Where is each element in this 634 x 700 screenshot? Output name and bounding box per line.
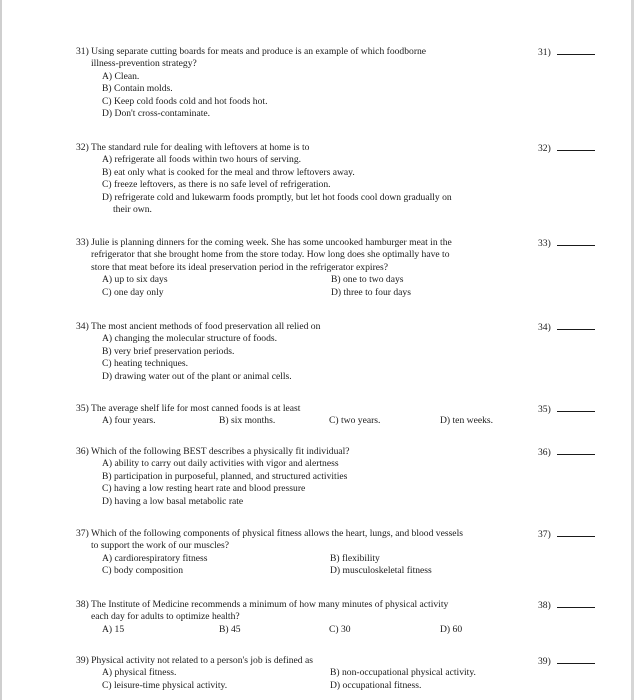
option-row (76, 287, 536, 299)
option-c: C) two years. (329, 415, 381, 427)
option-b: B) very brief preservation periods. (102, 345, 235, 357)
option-d: D) 60 (440, 623, 463, 635)
option-d: D) occupational fitness. (330, 679, 422, 691)
option-b: B) one to two days (331, 274, 404, 286)
answer-34 (538, 321, 598, 334)
option-c: C) leisure-time physical activity. (102, 679, 228, 691)
option-a: A) 15 (102, 623, 125, 635)
question-stem: 37) Which of the following components of physical fitness allows the heart, lungs, and blood vessels (76, 528, 463, 539)
option-a: A) physical fitness. (102, 667, 177, 679)
option-b: B) six months. (219, 415, 276, 427)
answer-blank[interactable] (557, 46, 595, 55)
question-38 (76, 599, 536, 636)
option-row (76, 565, 536, 577)
option-b: B) Contain molds. (102, 83, 173, 95)
question-35 (76, 403, 536, 428)
option-d: D) ten weeks. (440, 415, 494, 427)
question-stem: 32) The standard rule for dealing with leftovers at home is to (76, 142, 310, 153)
answer-38 (538, 599, 598, 612)
answer-33 (538, 237, 598, 250)
question-36 (76, 446, 536, 508)
option-c: C) one day only (102, 286, 164, 298)
question-stem: 38) The Institute of Medicine recommends a minimum of how many minutes of physical activity (76, 599, 449, 610)
answer-number: 38) (538, 600, 551, 611)
question-stem: 35) The average shelf life for most canned foods is at least (76, 403, 301, 414)
answer-32 (538, 142, 598, 155)
option-c: C) Keep cold foods cold and hot foods hot. (102, 95, 268, 107)
option-b: B) participation in purposeful, planned, and structured activities (102, 470, 348, 482)
answer-36 (538, 446, 598, 459)
question-stem-cont: illness-prevention strategy? (91, 58, 197, 70)
answer-number: 34) (538, 322, 551, 333)
page-edge-left (0, 0, 2, 700)
option-d-line2: their own. (113, 204, 152, 216)
answer-number: 33) (538, 238, 551, 249)
answer-number: 31) (538, 47, 551, 58)
option-d: D) having a low basal metabolic rate (102, 495, 244, 507)
question-stem: 33) Julie is planning dinners for the coming week. She has some uncooked hamburger meat in the (76, 237, 452, 248)
option-row (76, 680, 536, 692)
option-d: D) Don't cross-contaminate. (102, 108, 211, 120)
answer-blank[interactable] (557, 528, 595, 537)
question-33 (76, 237, 536, 299)
question-32 (76, 142, 536, 216)
question-34 (76, 321, 536, 383)
option-d: D) three to four days (331, 286, 411, 298)
answer-blank[interactable] (557, 142, 595, 151)
answer-31 (538, 46, 598, 59)
answer-number: 37) (538, 529, 551, 540)
option-b: B) eat only what is cooked for the meal and throw leftovers away. (102, 166, 355, 178)
option-b: B) 45 (219, 623, 241, 635)
option-c: C) having a low resting heart rate and blood pressure (102, 483, 306, 495)
option-row (76, 415, 536, 427)
option-a: A) up to six days (102, 274, 168, 286)
option-row (76, 667, 536, 679)
answer-number: 32) (538, 143, 551, 154)
answer-35 (538, 403, 598, 416)
option-a: A) four years. (102, 415, 156, 427)
option-row (76, 553, 536, 565)
option-b: B) non-occupational physical activity. (330, 667, 476, 679)
option-row (76, 624, 536, 636)
question-stem: 36) Which of the following BEST describes a physically fit individual? (76, 446, 350, 457)
option-c: C) freeze leftovers, as there is no safe level of refrigeration. (102, 179, 331, 191)
question-stem: 39) Physical activity not related to a person's job is defined as (76, 655, 313, 666)
option-a: A) cardiorespiratory fitness (102, 552, 208, 564)
option-a: A) changing the molecular structure of foods. (102, 333, 278, 345)
answer-number: 39) (538, 656, 551, 667)
option-row (76, 274, 536, 286)
answer-blank[interactable] (557, 403, 595, 412)
answer-37 (538, 528, 598, 541)
question-stem: 31) Using separate cutting boards for meats and produce is an example of which foodborne (76, 46, 427, 57)
option-a: A) Clean. (102, 70, 140, 82)
option-a: A) ability to carry out daily activities with vigor and alertness (102, 458, 339, 470)
answer-number: 35) (538, 404, 551, 415)
question-stem-cont: each day for adults to optimize health? (91, 611, 240, 623)
option-b: B) flexibility (330, 552, 380, 564)
question-stem-cont: store that meat before its ideal preservation period in the refrigerator expires? (91, 261, 389, 273)
answer-blank[interactable] (557, 599, 595, 608)
option-d: D) musculoskeletal fitness (330, 565, 432, 577)
option-c: C) body composition (102, 565, 184, 577)
option-c: C) 30 (329, 623, 351, 635)
question-stem: 34) The most ancient methods of food preservation all relied on (76, 321, 321, 332)
option-c: C) heating techniques. (102, 358, 189, 370)
answer-blank[interactable] (557, 446, 595, 455)
question-31 (76, 46, 536, 120)
question-39 (76, 655, 536, 692)
option-a: A) refrigerate all foods within two hours of serving. (102, 154, 302, 166)
question-stem-cont: to support the work of our muscles? (91, 540, 230, 552)
answer-blank[interactable] (557, 655, 595, 664)
answer-blank[interactable] (557, 237, 595, 246)
option-d: D) drawing water out of the plant or animal cells. (102, 370, 292, 382)
question-37 (76, 528, 536, 578)
option-d-line1: D) refrigerate cold and lukewarm foods promptly, but let hot foods cool down gradually on (102, 191, 452, 203)
option-d (76, 192, 536, 217)
answer-number: 36) (538, 447, 551, 458)
answer-blank[interactable] (557, 321, 595, 330)
question-stem-cont: refrigerator that she brought home from the store today. How long does she optimally have to (91, 249, 450, 261)
answer-39 (538, 655, 598, 668)
